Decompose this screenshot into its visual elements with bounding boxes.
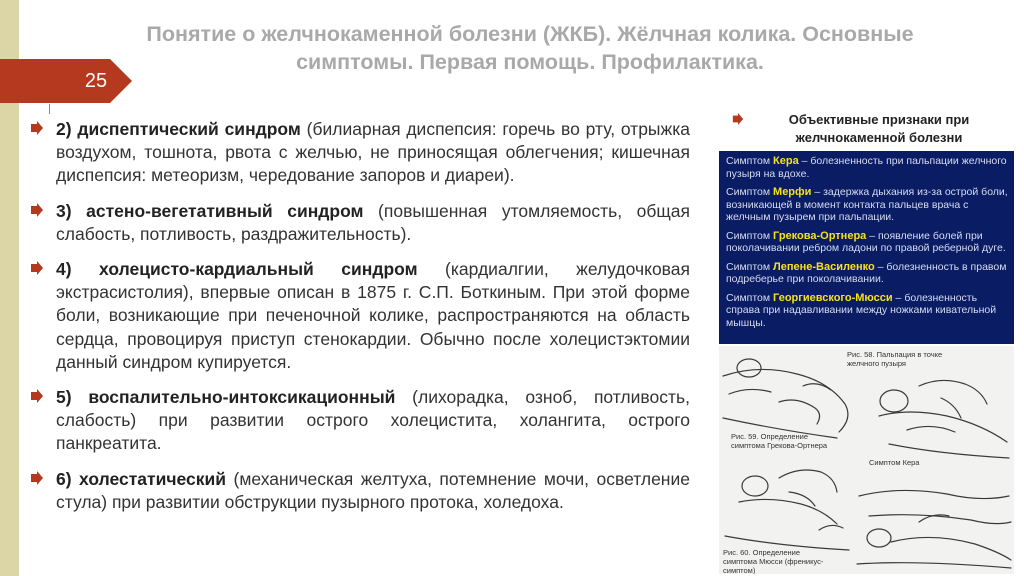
list-item	[30, 200, 690, 246]
symptom-name: Кера	[773, 155, 799, 167]
clinical-illustrations	[719, 346, 1014, 574]
item-heading: 4) холецисто-кардиальный синдром	[56, 259, 418, 280]
examination-sketch-illustration	[719, 346, 1014, 574]
arrow-bullet-icon	[30, 261, 44, 275]
arrow-bullet-icon	[732, 113, 744, 125]
arrow-bullet-icon	[30, 471, 44, 485]
divider-tick	[49, 104, 50, 114]
symptom-name: Грекова-Ортнера	[773, 229, 867, 242]
item-text: (повышенная утомляемость, общая слабость, потливость, раздражительность).	[56, 200, 690, 244]
kera-symptom-caption: Симптом Кера	[869, 458, 920, 467]
symptom-description: – болезненность в правом подреберье при поколачивании.	[726, 260, 1007, 285]
symptom-prefix: Симптом	[726, 186, 774, 198]
item-text: (механическая желтуха, потемнение мочи, осветление стула) при развитии обструкции пузырного протока, холедоха.	[56, 468, 690, 512]
item-heading: 5) воспалительно-интоксикационный	[56, 387, 396, 408]
page-number: 25	[84, 70, 108, 92]
arrow-bullet-icon	[30, 203, 44, 217]
symptom-entry	[719, 286, 1014, 330]
symptom-entry	[719, 255, 1014, 286]
symptom-prefix: Симптом	[726, 260, 774, 273]
list-item	[30, 258, 690, 374]
item-heading: 6) холестатический	[56, 468, 227, 489]
symptom-name: Лепене-Василенко	[773, 260, 875, 273]
item-text: (билиарная диспепсия: горечь во рту, отрыжка воздухом, тошнота, рвота с желчью, не приносящая облегчения; кишечная диспепсия: метеоризм, чередование запоров и диареи).	[56, 119, 690, 186]
symptom-name: Мерфи	[773, 186, 812, 198]
symptom-description: – задержка дыхания из-за острой боли, возникающей в момент контакта пальцев врача с желчным пузырем при пальпации.	[726, 186, 1008, 223]
list-item	[30, 386, 690, 456]
symptom-syndrome-list	[30, 118, 690, 526]
figure-60-caption: Рис. 60. Определение симптома Мюсси (френикус-симптом)	[723, 548, 824, 574]
figure-59-caption: Рис. 59. Определение симптома Грекова-Ортнера	[731, 432, 828, 450]
slide-title: Понятие о желчнокаменной болезни (ЖКБ). Жёлчная колика. Основные симптомы. Первая помощь. Профилактика.	[146, 22, 914, 74]
symptom-description: – болезненность справа при надавливании между ножками кивательной мышцы.	[726, 291, 997, 329]
objective-signs-heading-text: Объективные признаки при желчнокаменной болезни	[788, 112, 970, 145]
symptom-prefix: Симптом	[726, 291, 774, 304]
list-item	[30, 468, 690, 514]
item-heading: 3) астено-вегетативный синдром	[56, 200, 364, 221]
symptom-entry	[719, 224, 1014, 255]
symptom-entry	[719, 180, 1014, 224]
symptom-description: – появление болей при поколачивании ребром ладони по правой реберной дуге.	[726, 229, 1006, 254]
symptoms-box	[719, 151, 1014, 344]
symptom-prefix: Симптом	[726, 229, 774, 242]
symptom-name: Георгиевского-Мюсси	[773, 291, 893, 304]
objective-signs-heading	[732, 111, 1002, 147]
arrow-bullet-icon	[30, 121, 44, 135]
item-heading: 2) диспептический синдром	[56, 119, 301, 139]
symptom-description: – болезненность при пальпации желчного пузыря на вдохе.	[726, 155, 1007, 180]
item-text: (лихорадка, озноб, потливость, слабость) при развитии острого холецистита, холангита, острого панкреатита.	[56, 387, 690, 454]
list-item	[30, 118, 690, 188]
item-text: (кардиалгии, желудочковая экстрасистолия), впервые описан в 1875 г. С.П. Боткиным. При этой форме боли, возникающие при печеночной колике, распространяются на область сердца, провоцируя приступ стенокардии. Обычно после холецистэктомии данный синдром купируется.	[56, 259, 690, 372]
figure-58-caption: Рис. 58. Пальпация в точке желчного пузыря	[847, 350, 943, 368]
symptom-entry	[719, 151, 1014, 180]
arrow-bullet-icon	[30, 389, 44, 403]
symptom-prefix: Симптом	[726, 155, 774, 167]
